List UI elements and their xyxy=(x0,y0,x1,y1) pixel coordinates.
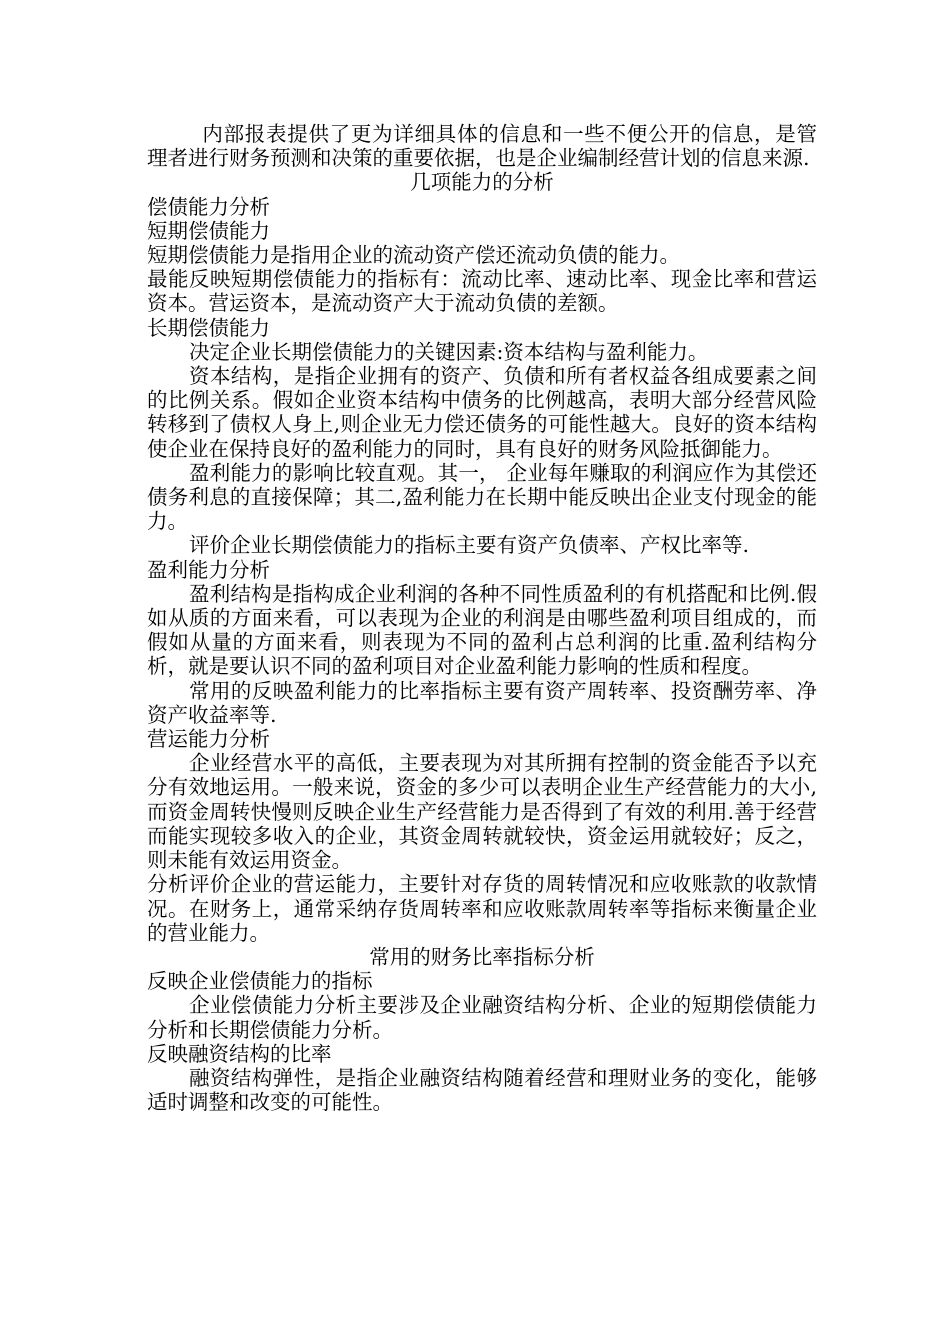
body-paragraph: 资本结构，是指企业拥有的资产、负债和所有者权益各组成要素之间的比例关系。假如企业资本结构中债务的比例越高，表明大部分经营风险转移到了债权人身上,则企业无力偿还债务的可能性越大。良好的资本结构使企业在保持良好的盈利能力的同时，具有良好的财务风险抵御能力。 xyxy=(147,364,817,461)
subsection-heading: 短期偿债能力 xyxy=(147,218,270,243)
body-paragraph: 内部报表提供了更为详细具体的信息和一些不便公开的信息，是管理者进行财务预测和决策的重要依据，也是企业编制经营计划的信息来源. xyxy=(147,122,817,171)
subsection-heading: 反映融资结构的比率 xyxy=(147,1041,332,1066)
subsection-heading: 反映企业偿债能力的指标 xyxy=(147,969,373,994)
body-paragraph: 分析评价企业的营运能力，主要针对存货的周转情况和应收账款的收款情况。在财务上，通常采纳存货周转率和应收账款周转率等指标来衡量企业的营业能力。 xyxy=(147,872,817,945)
subsection-heading: 盈利能力分析 xyxy=(147,557,270,582)
body-paragraph: 评价企业长期偿债能力的指标主要有资产负债率、产权比率等. xyxy=(189,533,750,558)
subsection-heading: 营运能力分析 xyxy=(147,727,270,752)
body-paragraph: 融资结构弹性，是指企业融资结构随着经营和理财业务的变化，能够适时调整和改变的可能性。 xyxy=(147,1065,817,1115)
body-paragraph: 最能反映短期偿债能力的指标有：流动比率、速动比率、现金比率和营运资本。营运资本，是流动资产大于流动负债的差额。 xyxy=(147,267,817,316)
body-paragraph: 短期偿债能力是指用企业的流动资产偿还流动负债的能力。 xyxy=(147,243,680,268)
subsection-heading: 偿债能力分析 xyxy=(147,194,270,219)
body-paragraph: 常用的反映盈利能力的比率指标主要有资产周转率、投资酬劳率、净资产收益率等. xyxy=(147,678,817,727)
body-paragraph: 企业偿债能力分析主要涉及企业融资结构分析、企业的短期偿债能力分析和长期偿债能力分析。 xyxy=(147,993,817,1042)
body-paragraph: 决定企业长期偿债能力的关键因素:资本结构与盈利能力。 xyxy=(189,339,709,364)
document-page xyxy=(147,122,817,1114)
body-paragraph: 盈利结构是指构成企业利润的各种不同性质盈利的有机搭配和比例.假如从质的方面来看，可以表现为企业的利润是由哪些盈利项目组成的，而假如从量的方面来看，则表现为不同的盈利占总利润的比重.盈利结构分析，就是要认识不同的盈利项目对企业盈利能力影响的性质和程度。 xyxy=(147,581,817,679)
subsection-heading: 长期偿债能力 xyxy=(147,315,270,340)
body-paragraph: 企业经营水平的高低，主要表现为对其所拥有控制的资金能否予以充分有效地运用。一般来说，资金的多少可以表明企业生产经营能力的大小,而资金周转快慢则反映企业生产经营能力是否得到了有效的利用.善于经营而能实现较多收入的企业，其资金周转就较快，资金运用就较好；反之，则未能有效运用资金。 xyxy=(147,751,817,873)
body-paragraph: 盈利能力的影响比较直观。其一， 企业每年赚取的利润应作为其偿还债务利息的直接保障；其二,盈利能力在长期中能反映出企业支付现金的能力。 xyxy=(147,460,817,534)
section-title: 常用的财务比率指标分析 xyxy=(369,944,595,969)
section-title: 几项能力的分析 xyxy=(410,170,554,195)
